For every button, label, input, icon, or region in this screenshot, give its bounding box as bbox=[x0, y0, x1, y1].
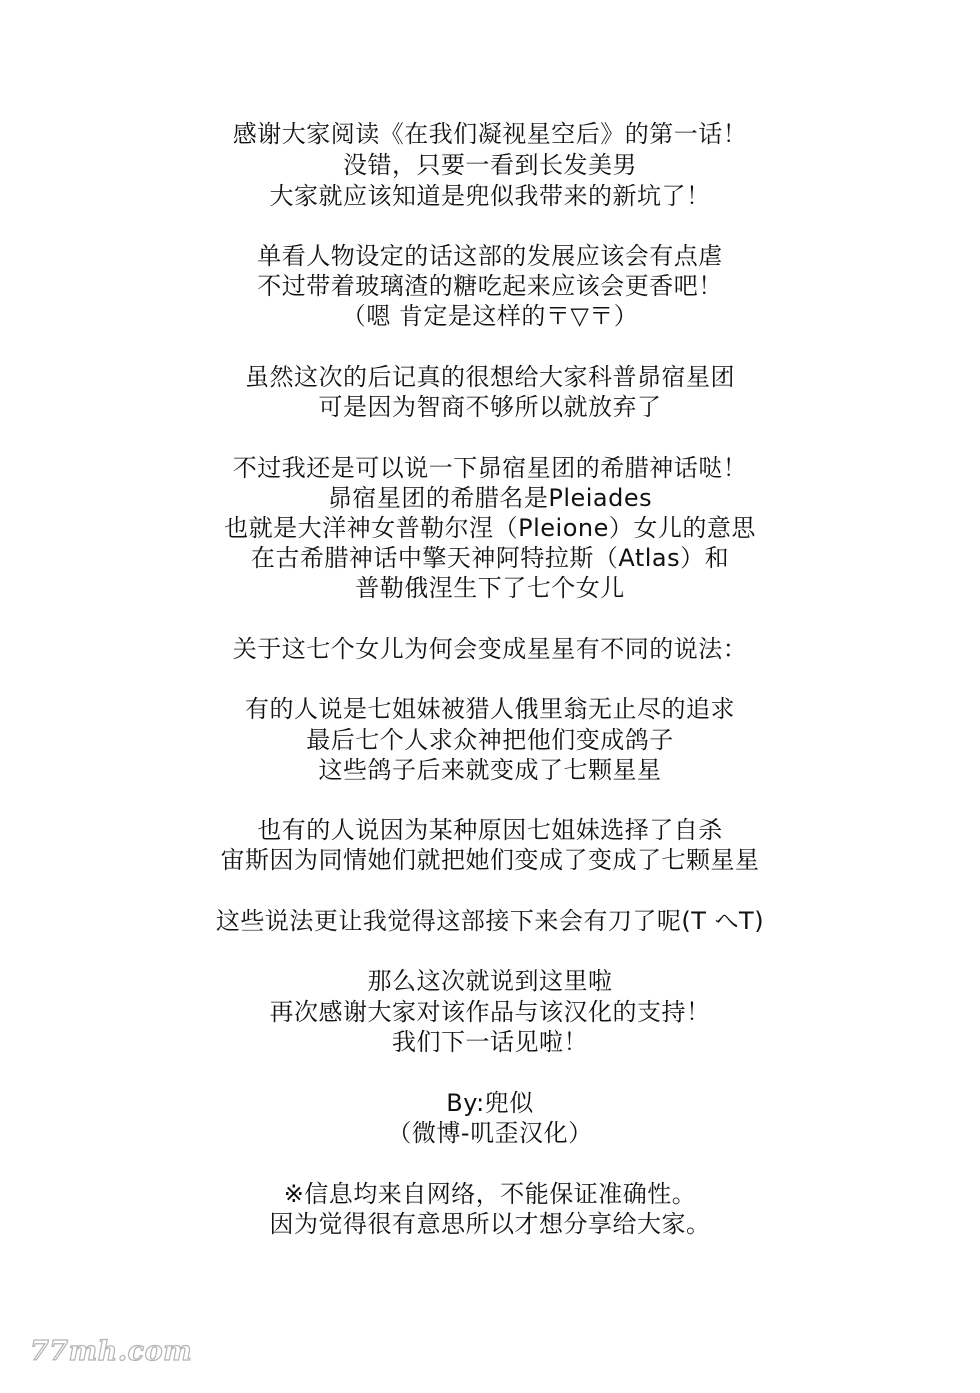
afterword-line: 不过我还是可以说一下昴宿星团的希腊神话哒！ bbox=[232, 454, 748, 482]
afterword-line: 感谢大家阅读《在我们凝视星空后》的第一话！ bbox=[232, 120, 748, 148]
afterword-line: 单看人物设定的话这部的发展应该会有点虐 bbox=[257, 242, 723, 270]
afterword-line: 宙斯因为同情她们就把她们变成了变成了七颗星星 bbox=[220, 846, 760, 874]
afterword-line: （嗯 肯定是这样的〒▽〒） bbox=[341, 302, 639, 330]
disclaimer-line: 因为觉得很有意思所以才想分享给大家。 bbox=[269, 1210, 711, 1238]
afterword-line: 最后七个人求众神把他们变成鸽子 bbox=[306, 726, 674, 754]
afterword-line: 我们下一话见啦！ bbox=[392, 1028, 588, 1056]
afterword-line: 在古希腊神话中擎天神阿特拉斯（Atlas）和 bbox=[250, 544, 730, 572]
afterword-line: 也就是大洋神女普勒尔涅（Pleione）女儿的意思 bbox=[224, 514, 756, 542]
afterword-line: 可是因为智商不够所以就放弃了 bbox=[318, 393, 662, 421]
translator-credit: （微博-叽歪汉化） bbox=[387, 1119, 593, 1147]
afterword-line: 也有的人说因为某种原因七姐妹选择了自杀 bbox=[257, 816, 723, 844]
afterword-line: 这些鸽子后来就变成了七颗星星 bbox=[318, 756, 662, 784]
afterword-line: 这些说法更让我觉得这部接下来会有刀了呢(T へT) bbox=[215, 907, 765, 935]
afterword-line: 不过带着玻璃渣的糖吃起来应该会更香吧！ bbox=[257, 272, 723, 300]
afterword-line: 大家就应该知道是兜似我带来的新坑了！ bbox=[269, 182, 711, 210]
disclaimer-line: ※信息均来自网络，不能保证准确性。 bbox=[283, 1180, 697, 1208]
afterword-line: 虽然这次的后记真的很想给大家科普昴宿星团 bbox=[245, 363, 735, 391]
afterword-line: 有的人说是七姐妹被猎人俄里翁无止尽的追求 bbox=[245, 695, 735, 723]
afterword-line: 没错，只要一看到长发美男 bbox=[343, 151, 637, 179]
afterword-line: 普勒俄涅生下了七个女儿 bbox=[355, 574, 625, 602]
afterword-line: 那么这次就说到这里啦 bbox=[367, 967, 613, 995]
site-watermark: 77mh.com bbox=[30, 1336, 193, 1367]
afterword-line: 昴宿星团的希腊名是Pleiades bbox=[327, 484, 653, 512]
afterword-line: 再次感谢大家对该作品与该汉化的支持！ bbox=[269, 998, 711, 1026]
afterword-line: 关于这七个女儿为何会变成星星有不同的说法： bbox=[232, 635, 748, 663]
author-signature: By:兜似 bbox=[446, 1089, 534, 1117]
